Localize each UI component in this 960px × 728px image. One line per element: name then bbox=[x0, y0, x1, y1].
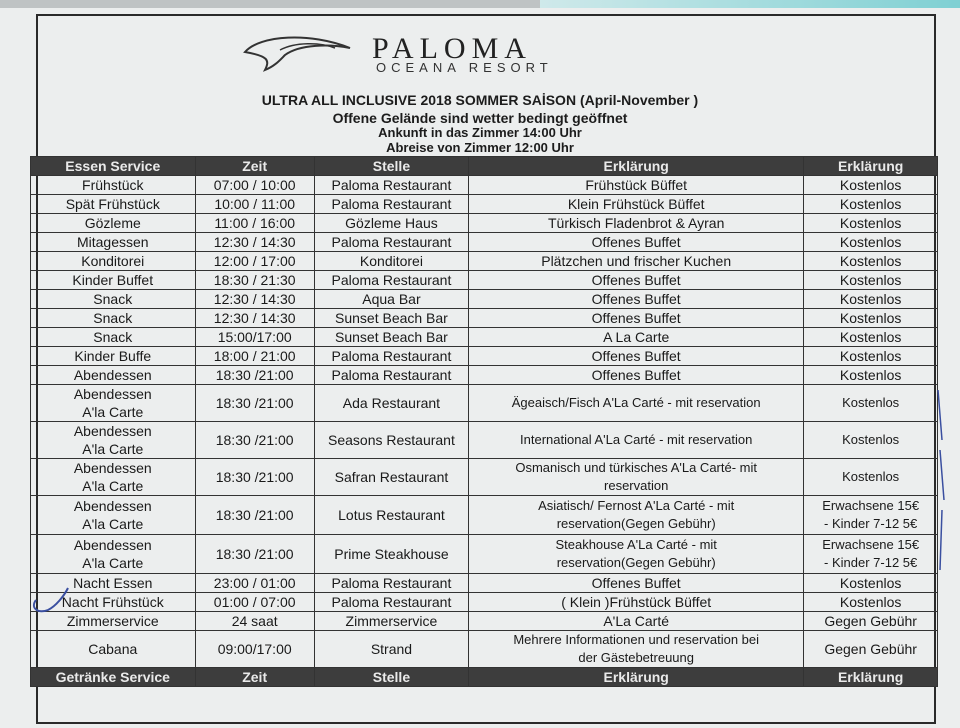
header-cell: Erklärung bbox=[804, 157, 938, 176]
table-row bbox=[31, 612, 938, 631]
table-cell-service: Mitagessen bbox=[31, 233, 196, 252]
cell-line: Abendessen bbox=[73, 537, 152, 553]
table-cell-preis: Kostenlos bbox=[804, 309, 938, 328]
table-cell-service: Snack bbox=[31, 309, 196, 328]
header-cell: Erklärung bbox=[469, 157, 804, 176]
drinks-header-cell: Erklärung bbox=[804, 668, 938, 687]
cell-line: A'la Carte bbox=[82, 404, 144, 420]
table-cell-zeit: 18:00 / 21:00 bbox=[195, 347, 314, 366]
table-cell-preis bbox=[804, 385, 938, 422]
table-cell-preis: Kostenlos bbox=[804, 195, 938, 214]
table-row bbox=[31, 535, 938, 574]
cell-line: - Kinder 7-12 5€ bbox=[824, 555, 918, 570]
table-cell-stelle: Sunset Beach Bar bbox=[314, 309, 468, 328]
table-cell-erklaerung: Offenes Buffet bbox=[469, 309, 804, 328]
table-cell-service: Zimmerservice bbox=[31, 612, 196, 631]
table-cell-service: Gözleme bbox=[31, 214, 196, 233]
table-cell-preis: Kostenlos bbox=[804, 593, 938, 612]
table-cell-zeit: 12:30 / 14:30 bbox=[195, 233, 314, 252]
brand-name: PALOMA bbox=[372, 32, 532, 65]
table-cell-preis: Kostenlos bbox=[804, 233, 938, 252]
table-cell-stelle: Strand bbox=[314, 631, 468, 668]
table-cell-erklaerung: Offenes Buffet bbox=[469, 347, 804, 366]
table-cell-stelle: Paloma Restaurant bbox=[314, 195, 468, 214]
table-cell-stelle: Safran Restaurant bbox=[314, 459, 468, 496]
table-cell-erklaerung bbox=[469, 535, 804, 574]
table-cell-stelle: Zimmerservice bbox=[314, 612, 468, 631]
season-title: ULTRA ALL INCLUSIVE 2018 SOMMER SAİSON (April-November ) bbox=[261, 92, 699, 108]
cell-line: - Kinder 7-12 5€ bbox=[824, 516, 918, 531]
table-cell-preis: Kostenlos bbox=[804, 328, 938, 347]
table-cell-service: Abendessen bbox=[31, 366, 196, 385]
cell-line: Abendessen bbox=[73, 498, 152, 514]
table-cell-zeit: 18:30 /21:00 bbox=[195, 422, 314, 459]
table-cell-stelle: Ada Restaurant bbox=[314, 385, 468, 422]
cell-line: Asiatisch/ Fernost A'La Carté - mit bbox=[538, 498, 735, 513]
table-row bbox=[31, 252, 938, 271]
cell-line: A'la Carte bbox=[82, 478, 144, 494]
table-cell-erklaerung: Offenes Buffet bbox=[469, 290, 804, 309]
brand-subtitle: OCEANA RESORT bbox=[376, 60, 553, 75]
cell-line: Osmanisch und türkisches A'La Carté- mit bbox=[515, 460, 757, 475]
table-row bbox=[31, 347, 938, 366]
table-cell-erklaerung bbox=[469, 459, 804, 496]
table-cell-preis bbox=[804, 496, 938, 535]
cell-line: reservation(Gegen Gebühr) bbox=[556, 555, 716, 570]
table-cell-zeit: 18:30 /21:00 bbox=[195, 496, 314, 535]
table-row bbox=[31, 385, 938, 422]
table-cell-preis: Kostenlos bbox=[804, 366, 938, 385]
table-cell-preis bbox=[804, 459, 938, 496]
drinks-header-cell: Erklärung bbox=[469, 668, 804, 687]
table-cell-erklaerung: Frühstück Büffet bbox=[469, 176, 804, 195]
cell-line: A'la Carte bbox=[82, 516, 144, 532]
cell-line: Steakhouse A'La Carté - mit bbox=[555, 537, 717, 552]
table-cell-service: Spät Frühstück bbox=[31, 195, 196, 214]
table-cell-stelle: Aqua Bar bbox=[314, 290, 468, 309]
table-cell-erklaerung: A'La Carté bbox=[469, 612, 804, 631]
table-row bbox=[31, 631, 938, 668]
table-cell-stelle: Paloma Restaurant bbox=[314, 574, 468, 593]
table-row bbox=[31, 496, 938, 535]
drinks-header-cell: Getränke Service bbox=[31, 668, 196, 687]
table-cell-erklaerung: Offenes Buffet bbox=[469, 233, 804, 252]
table-cell-service bbox=[31, 535, 196, 574]
table-row bbox=[31, 233, 938, 252]
checkout-line: Abreise von Zimmer 12:00 Uhr bbox=[386, 140, 574, 155]
checkin-line: Ankunft in das Zimmer 14:00 Uhr bbox=[378, 125, 582, 140]
table-cell-stelle: Paloma Restaurant bbox=[314, 347, 468, 366]
cell-line: A'la Carte bbox=[82, 555, 144, 571]
table-cell-zeit: 01:00 / 07:00 bbox=[195, 593, 314, 612]
table-cell-service bbox=[31, 422, 196, 459]
cell-line: Kostenlos bbox=[842, 469, 900, 484]
table-cell-service: Frühstück bbox=[31, 176, 196, 195]
table-cell-service bbox=[31, 459, 196, 496]
table-cell-preis: Kostenlos bbox=[804, 574, 938, 593]
table-cell-zeit: 18:30 /21:00 bbox=[195, 366, 314, 385]
table-cell-zeit: 18:30 / 21:30 bbox=[195, 271, 314, 290]
cell-line: International A'La Carté - mit reservation bbox=[520, 432, 753, 447]
table-cell-service bbox=[31, 385, 196, 422]
cell-line: der Gästebetreuung bbox=[578, 650, 694, 665]
table-cell-zeit: 15:00/17:00 bbox=[195, 328, 314, 347]
dove-logo-icon bbox=[240, 30, 370, 75]
table-cell-service: Snack bbox=[31, 328, 196, 347]
table-cell-service: Kinder Buffe bbox=[31, 347, 196, 366]
table-cell-zeit: 24 saat bbox=[195, 612, 314, 631]
table-cell-service: Nacht Essen bbox=[31, 574, 196, 593]
table-cell-preis: Kostenlos bbox=[804, 347, 938, 366]
table-cell-service: Konditorei bbox=[31, 252, 196, 271]
table-cell-preis: Kostenlos bbox=[804, 271, 938, 290]
cell-line: A'la Carte bbox=[82, 441, 144, 457]
table-cell-service: Snack bbox=[31, 290, 196, 309]
table-cell-service: Kinder Buffet bbox=[31, 271, 196, 290]
table-cell-zeit: 11:00 / 16:00 bbox=[195, 214, 314, 233]
table-cell-zeit: 12:30 / 14:30 bbox=[195, 290, 314, 309]
table-cell-zeit: 10:00 / 11:00 bbox=[195, 195, 314, 214]
table-cell-zeit: 18:30 /21:00 bbox=[195, 459, 314, 496]
table-cell-preis: Gegen Gebühr bbox=[804, 612, 938, 631]
table-cell-erklaerung bbox=[469, 385, 804, 422]
table-cell-erklaerung: Offenes Buffet bbox=[469, 366, 804, 385]
table-cell-erklaerung: Offenes Buffet bbox=[469, 574, 804, 593]
table-cell-stelle: Konditorei bbox=[314, 252, 468, 271]
table-cell-preis: Kostenlos bbox=[804, 252, 938, 271]
table-cell-zeit: 12:30 / 14:30 bbox=[195, 309, 314, 328]
table-cell-stelle: Prime Steakhouse bbox=[314, 535, 468, 574]
table-row bbox=[31, 459, 938, 496]
table-cell-erklaerung: Klein Frühstück Büffet bbox=[469, 195, 804, 214]
table-row bbox=[31, 593, 938, 612]
table-row bbox=[31, 176, 938, 195]
resort-logo bbox=[240, 30, 600, 80]
header-cell: Stelle bbox=[314, 157, 468, 176]
table-cell-stelle: Paloma Restaurant bbox=[314, 233, 468, 252]
table-row bbox=[31, 214, 938, 233]
table-cell-stelle: Lotus Restaurant bbox=[314, 496, 468, 535]
table-cell-stelle: Paloma Restaurant bbox=[314, 271, 468, 290]
table-cell-preis: Gegen Gebühr bbox=[804, 631, 938, 668]
cell-line: Ägeaisch/Fisch A'La Carté - mit reservation bbox=[511, 395, 761, 410]
cell-line: Kostenlos bbox=[842, 432, 900, 447]
table-cell-erklaerung bbox=[469, 496, 804, 535]
table-row bbox=[31, 271, 938, 290]
table-cell-stelle: Paloma Restaurant bbox=[314, 176, 468, 195]
cell-line: Abendessen bbox=[73, 423, 152, 439]
table-cell-stelle: Seasons Restaurant bbox=[314, 422, 468, 459]
table-cell-preis: Kostenlos bbox=[804, 290, 938, 309]
table-row bbox=[31, 309, 938, 328]
table-cell-erklaerung: Türkisch Fladenbrot & Ayran bbox=[469, 214, 804, 233]
cell-line: reservation bbox=[604, 478, 669, 493]
table-cell-zeit: 09:00/17:00 bbox=[195, 631, 314, 668]
table-cell-erklaerung: Offenes Buffet bbox=[469, 271, 804, 290]
margin-pen-marks-icon bbox=[930, 380, 960, 580]
table-cell-preis: Kostenlos bbox=[804, 176, 938, 195]
table-row bbox=[31, 574, 938, 593]
header-cell: Essen Service bbox=[31, 157, 196, 176]
drinks-header-row bbox=[31, 668, 938, 687]
cell-line: Abendessen bbox=[73, 386, 152, 402]
table-cell-service bbox=[31, 496, 196, 535]
table-cell-erklaerung bbox=[469, 631, 804, 668]
table-cell-zeit: 23:00 / 01:00 bbox=[195, 574, 314, 593]
table-header-row bbox=[31, 157, 938, 176]
table-cell-preis bbox=[804, 422, 938, 459]
table-row bbox=[31, 195, 938, 214]
table-cell-erklaerung bbox=[469, 422, 804, 459]
cell-line: Mehrere Informationen und reservation bei bbox=[513, 632, 760, 647]
table-cell-zeit: 18:30 /21:00 bbox=[195, 535, 314, 574]
table-row bbox=[31, 366, 938, 385]
table-cell-stelle: Paloma Restaurant bbox=[314, 593, 468, 612]
cell-line: Erwachsene 15€ bbox=[822, 537, 920, 552]
header-cell: Zeit bbox=[195, 157, 314, 176]
table-cell-erklaerung: A La Carte bbox=[469, 328, 804, 347]
table-cell-service: Nacht Frühstück bbox=[31, 593, 196, 612]
drinks-header-cell: Zeit bbox=[195, 668, 314, 687]
table-row bbox=[31, 422, 938, 459]
table-row bbox=[31, 290, 938, 309]
table-cell-preis: Kostenlos bbox=[804, 214, 938, 233]
table-cell-preis bbox=[804, 535, 938, 574]
cell-line: Erwachsene 15€ bbox=[822, 498, 920, 513]
cell-line: reservation(Gegen Gebühr) bbox=[556, 516, 716, 531]
notice-line: Offene Gelände sind wetter bedingt geöffnet bbox=[332, 110, 628, 126]
table-cell-stelle: Gözleme Haus bbox=[314, 214, 468, 233]
table-cell-stelle: Paloma Restaurant bbox=[314, 366, 468, 385]
food-service-table bbox=[30, 156, 938, 687]
table-cell-zeit: 07:00 / 10:00 bbox=[195, 176, 314, 195]
table-cell-zeit: 12:00 / 17:00 bbox=[195, 252, 314, 271]
table-cell-stelle: Sunset Beach Bar bbox=[314, 328, 468, 347]
table-cell-service: Cabana bbox=[31, 631, 196, 668]
table-cell-zeit: 18:30 /21:00 bbox=[195, 385, 314, 422]
cell-line: Kostenlos bbox=[842, 395, 900, 410]
table-cell-erklaerung: ( Klein )Frühstück Büffet bbox=[469, 593, 804, 612]
pen-checkmark-icon bbox=[30, 586, 70, 616]
table-cell-erklaerung: Plätzchen und frischer Kuchen bbox=[469, 252, 804, 271]
table-row bbox=[31, 328, 938, 347]
drinks-header-cell: Stelle bbox=[314, 668, 468, 687]
cell-line: Abendessen bbox=[73, 460, 152, 476]
